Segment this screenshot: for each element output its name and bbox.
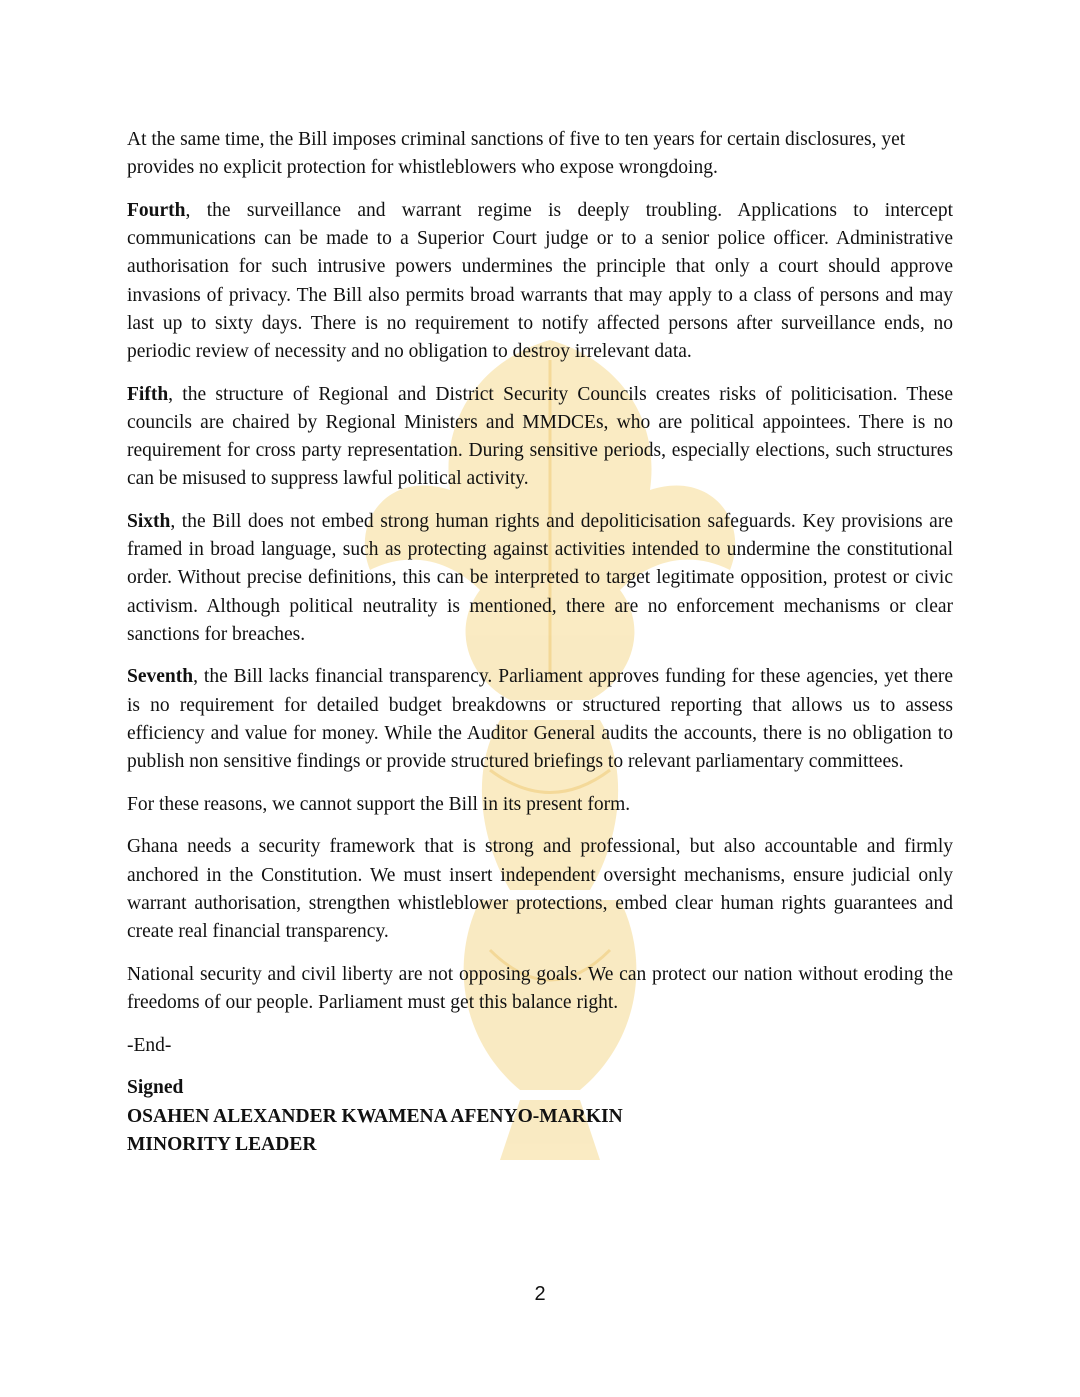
paragraph-fourth bbox=[127, 197, 953, 366]
paragraph-conclusion bbox=[127, 791, 953, 819]
paragraph-recommendation bbox=[127, 833, 953, 946]
paragraph-text: , the Bill does not embed strong human rights and depoliticisation safeguards. Key provisions are framed in broad language, such as protecting against activities intended to undermine the constitutional order. Without precise definitions, this can be interpreted to target legitimate opposition, protest or civic activism. Although political neutrality is mentioned, there are no enforcement mechanisms or clear sanctions for breaches. bbox=[127, 510, 953, 645]
signatory-title: MINORITY LEADER bbox=[127, 1133, 317, 1155]
paragraph-text: At the same time, the Bill imposes criminal sanctions of five to ten years for certain disclosures, yet provides no explicit protection for whistleblowers who expose wrongdoing. bbox=[127, 129, 906, 179]
signatory-name: OSAHEN ALEXANDER KWAMENA AFENYO-MARKIN bbox=[127, 1105, 623, 1127]
paragraph-text: , the structure of Regional and District Security Councils creates risks of politicisation. These councils are chaired by Regional Ministers and MMDCEs, who are political appointees. There is no requirement for cross party representation. During sensitive periods, especially elections, such structures can be misused to suppress lawful political activity. bbox=[127, 383, 953, 490]
paragraph-lead: Fourth bbox=[127, 199, 186, 221]
paragraph-seventh bbox=[127, 663, 953, 776]
signature-block bbox=[127, 1074, 953, 1159]
paragraph-lead: Sixth bbox=[127, 510, 171, 532]
paragraph-intro bbox=[127, 126, 953, 182]
paragraph-sixth bbox=[127, 508, 953, 649]
page-number: 2 bbox=[534, 1283, 546, 1305]
signed-label: Signed bbox=[127, 1077, 184, 1099]
paragraph-text: For these reasons, we cannot support the Bill in its present form. bbox=[127, 793, 631, 815]
paragraph-text: National security and civil liberty are not opposing goals. We can protect our nation without eroding the freedoms of our people. Parliament must get this balance right. bbox=[127, 963, 953, 1013]
paragraph-closing bbox=[127, 961, 953, 1017]
end-marker: -End- bbox=[127, 1034, 172, 1056]
paragraph-lead: Seventh bbox=[127, 666, 194, 688]
paragraph-text: Ghana needs a security framework that is strong and professional, but also accountable and firmly anchored in the Constitution. We must insert independent oversight mechanisms, ensure judicial only warrant authorisation, strengthen whistleblower protections, embed clear human rights guarantees and create real financial transparency. bbox=[127, 836, 953, 943]
paragraph-text: , the Bill lacks financial transparency. Parliament approves funding for these agencies, yet there is no requirement for detailed budget breakdowns or structured reporting that allows us to assess efficiency and value for money. While the Auditor General audits the accounts, there is no obligation to publish non sensitive findings or provide structured briefings to relevant parliamentary committees. bbox=[127, 666, 953, 773]
paragraph-lead: Fifth bbox=[127, 383, 169, 405]
document-body bbox=[127, 126, 953, 1159]
paragraph-text: , the surveillance and warrant regime is deeply troubling. Applications to intercept communications can be made to a Superior Court judge or to a senior police officer. Administrative authorisation for such intrusive powers undermines the principle that only a court should approve invasions of privacy. The Bill also permits broad warrants that may apply to a class of persons and may last up to sixty days. There is no requirement to notify affected persons after surveillance ends, no periodic review of necessity and no obligation to destroy irrelevant data. bbox=[127, 199, 953, 362]
paragraph-fifth bbox=[127, 381, 953, 494]
